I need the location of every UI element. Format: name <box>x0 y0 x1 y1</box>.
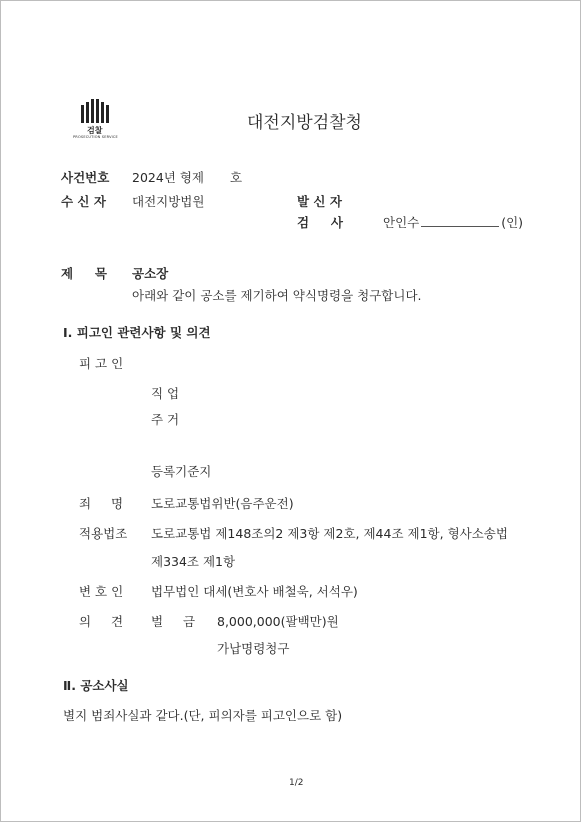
lawyer-value: 법무법인 대세(변호사 배철욱, 서석우) <box>151 584 358 599</box>
prosecutor-name-text: 안인수 <box>383 215 420 230</box>
logo-text: 검찰 <box>87 126 103 135</box>
case-number-value: 2024년 형제 <box>132 170 205 185</box>
fine-label: 벌 금 <box>151 614 196 629</box>
defendant-label: 피 고 인 <box>79 356 124 371</box>
recipient-value: 대전지방법원 <box>132 194 205 209</box>
subject-body: 아래와 같이 공소를 제기하여 약식명령을 청구합니다. <box>132 288 422 303</box>
fine-value: 8,000,000(팔백만)원 <box>217 614 339 629</box>
address-label: 주 거 <box>151 412 180 427</box>
seal-mark: (인) <box>501 215 524 230</box>
job-label: 직 업 <box>151 386 180 401</box>
case-number-label: 사건번호 <box>61 170 110 185</box>
signature-line <box>421 216 499 227</box>
case-number-suffix: 호 <box>230 170 243 185</box>
lawyer-label: 변 호 인 <box>79 584 124 599</box>
logo-bars-icon <box>81 99 111 123</box>
registry-label: 등록기준지 <box>151 464 212 479</box>
provisional-payment: 가납명령청구 <box>217 641 290 656</box>
logo-subtext: PROSECUTION SERVICE <box>73 135 118 139</box>
law-label: 적용법조 <box>79 526 128 541</box>
office-title: 대전지방검찰청 <box>247 113 362 133</box>
prosecutor-label: 검 사 <box>297 215 343 230</box>
prosecutor-name <box>383 213 523 231</box>
crime-value: 도로교통법위반(음주운전) <box>151 496 294 511</box>
subject-label: 제 목 <box>61 266 107 281</box>
crime-label: 죄 명 <box>79 496 124 511</box>
opinion-label: 의 견 <box>79 614 124 629</box>
section1-heading: Ⅰ. 피고인 관련사항 및 의견 <box>63 325 211 340</box>
law-value-line2: 제334조 제1항 <box>151 554 236 569</box>
law-value-line1: 도로교통법 제148조의2 제3항 제2호, 제44조 제1항, 형사소송법 <box>151 526 508 541</box>
recipient-label: 수 신 자 <box>61 194 106 209</box>
page-number: 1/2 <box>289 778 304 788</box>
sender-label: 발 신 자 <box>297 194 342 209</box>
section2-body: 별지 범죄사실과 같다.(단, 피의자를 피고인으로 함) <box>63 708 343 723</box>
section2-heading: Ⅱ. 공소사실 <box>63 678 129 693</box>
subject-value: 공소장 <box>132 266 169 281</box>
